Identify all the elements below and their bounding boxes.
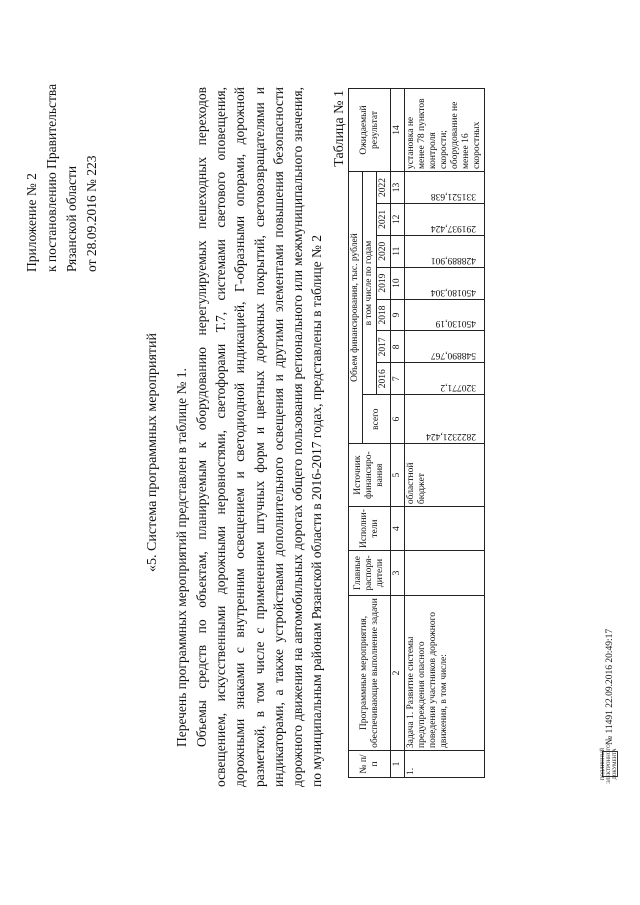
header-n: № п/п xyxy=(349,751,391,778)
row-y2021: 291937,424 xyxy=(430,222,476,233)
header-y2019: 2019 xyxy=(377,267,391,299)
header-y2021: 2021 xyxy=(377,203,391,235)
table-label: Таблица № 1 xyxy=(332,90,347,167)
row-y2017: 548890,767 xyxy=(430,350,476,361)
row-source: областной бюджет xyxy=(405,444,485,507)
header-funding: Объем финансирования, тыс. рублей xyxy=(349,172,363,444)
header-y2016: 2016 xyxy=(377,363,391,395)
col-num: 12 xyxy=(391,203,405,235)
appendix-line-3: Рязанской области xyxy=(64,165,79,272)
appendix-line-2: к постановлению Правительства xyxy=(44,83,59,272)
header-y2022: 2022 xyxy=(377,172,391,204)
row-y2020: 428889,901 xyxy=(430,254,476,265)
header-y2018: 2018 xyxy=(377,299,391,331)
stamp-logo xyxy=(601,744,618,784)
col-num: 14 xyxy=(391,89,405,172)
header-managers: Главные распоря-дители xyxy=(349,551,391,596)
row-total: 2822321,424 xyxy=(426,431,476,442)
section-title: «5. Система программных мероприятий xyxy=(145,332,160,573)
cell-2017 xyxy=(405,331,485,363)
header-measures: Программные мероприятия, обеспечивающие выполнение задачи xyxy=(349,596,391,751)
row-y2016: 320771,2 xyxy=(440,382,476,393)
col-num: 2 xyxy=(391,596,405,751)
header-executors: Исполни-тели xyxy=(349,507,391,551)
row-result: установка не менее 78 пунктов контроля скорости; оборудование не менее 16 скоростных xyxy=(405,89,485,172)
cell-2019 xyxy=(405,267,485,299)
row-y2018: 450130,19 xyxy=(435,318,476,329)
header-y2017: 2017 xyxy=(377,331,391,363)
col-num: 6 xyxy=(391,395,405,444)
table-header-row-1 xyxy=(349,89,363,778)
row-executor xyxy=(405,507,485,551)
table-row xyxy=(405,89,485,778)
header-by-years: в том числе по годам xyxy=(363,172,377,395)
stamp-box-line: ПОДЛИННЫЙ xyxy=(601,747,606,781)
row-measure: Задача 1. Развитие системы предупреждения опасного поведения участников дорожного движения, в том числе: xyxy=(405,596,485,751)
appendix-header xyxy=(22,32,102,272)
col-num: 10 xyxy=(391,267,405,299)
cell-2021 xyxy=(405,203,485,235)
row-manager xyxy=(405,551,485,596)
column-number-row xyxy=(391,89,405,778)
cell-2020 xyxy=(405,235,485,267)
paragraph-1: Перечень программных мероприятий представлен в таблице № 1. xyxy=(174,368,189,747)
appendix-line-1: Приложение № 2 xyxy=(24,173,39,272)
col-num: 8 xyxy=(391,331,405,363)
col-num: 4 xyxy=(391,507,405,551)
col-num: 3 xyxy=(391,551,405,596)
cell-2022 xyxy=(405,172,485,204)
cell-2018 xyxy=(405,299,485,331)
paragraph-2: Объемы средств по объектам, планируемым к оборудованию нерегулируемых пешеходных переходов освещением, искусственными дорожными неровностями, светофорами Т.7, системами светового оповещения, дорожными знаками с внутренним освещением и светодиодной индикацией, Г-образными опорами, дорожной разметкой, в том числе с применением штучных форм и цветных дорожных покрытий, световозвращателями и индикаторами, а также устройствами дополнительного освещения и другими элементами повышения безопасности дорожного движения на автомобильных дорогах общего пользования регионального или межмуниципального значения, по муниципальным районам Рязанской области в 2016-2017 годах, представлены в таблице № 2 xyxy=(194,87,325,787)
cell-2016 xyxy=(405,363,485,395)
cell-total xyxy=(405,395,485,444)
stamp-box-line: ЭЛЕКТРОННОГО xyxy=(607,744,612,784)
stamp-text: № 11491 22.09.2016 20:49:17 xyxy=(605,628,615,745)
header-source: Источник финансиро-вания xyxy=(349,444,391,507)
row-y2019: 450180,304 xyxy=(430,286,476,297)
appendix-line-4: от 28.09.2016 № 223 xyxy=(84,155,99,272)
row-y2022: 331521,638 xyxy=(430,190,476,201)
col-num: 13 xyxy=(391,172,405,204)
col-num: 5 xyxy=(391,444,405,507)
col-num: 9 xyxy=(391,299,405,331)
registration-stamp xyxy=(601,628,618,784)
measures-table xyxy=(348,88,485,778)
header-y2020: 2020 xyxy=(377,235,391,267)
stamp-box-line: ДОКУМЕНТА xyxy=(613,748,618,780)
col-num: 7 xyxy=(391,363,405,395)
header-total: всего xyxy=(363,395,391,444)
row-number: 1. xyxy=(405,751,485,778)
header-result: Ожидаемый результат xyxy=(349,89,391,172)
col-num: 11 xyxy=(391,235,405,267)
col-num: 1 xyxy=(391,751,405,778)
